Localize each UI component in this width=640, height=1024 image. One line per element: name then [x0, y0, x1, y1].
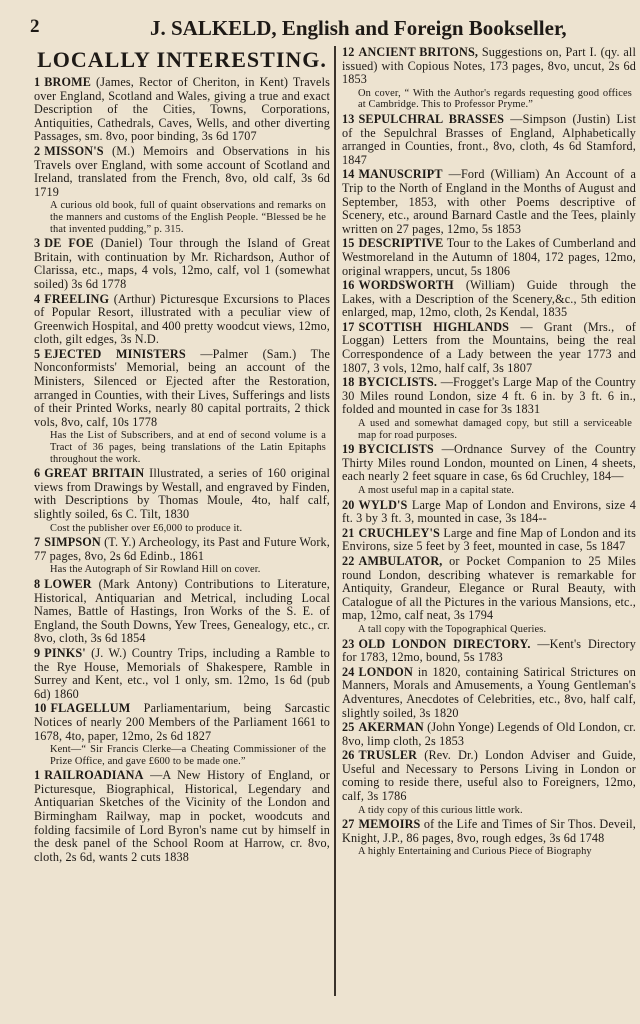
entry-title: SCOTTISH HIGHLANDS — [358, 319, 510, 334]
entry-text: (M.) Memoirs and Observations in his Travels over England, with some account of Scotland and Ireland, translated from the French, 8vo, old calf, 3s 6d 1719 — [34, 143, 330, 199]
page-header — [0, 10, 640, 50]
entry-note: A tidy copy of this curious little work. — [358, 804, 523, 816]
catalogue-entry — [34, 348, 330, 430]
entry-text: or Pocket Companion to 25 Miles round London, describing whatever is remarkable for Antiquity, Grandeur, Elegance or Rural Beauty, with Catalogue of all the Pictures in the various Mansions, etc., map, 12mo, calf neat, 3s 1794 — [342, 553, 636, 623]
entry-text: —Simpson (Justin) List of the Sepulchral Brasses of England, Alphabetically arranged in Counties, front., 8vo, cloth, 4s 6d Stamford, 1847 — [342, 111, 636, 167]
entry-note: A tall copy with the Topographical Queries. — [358, 623, 547, 635]
entry-text: (Arthur) Picturesque Excursions to Places of Popular Resort, illustrated with a peculiar view of Greenwich Hospital, and 400 pretty woodcut views, 12mo, cloth, gilt edges, 3s N.D. — [34, 291, 330, 347]
entry-text: (Mark Antony) Contributions to Literature, Historical, Antiquarian and Metrical, including Local Names, Battle of Hastings, Iron Works of the S. E. of England, the South Downs, Yew Trees, Genealogy, etc., cr. 8vo, cloth, 3s 6d 1854 — [34, 576, 331, 646]
catalogue-entry — [342, 46, 636, 87]
entry-number: 14 — [342, 167, 355, 182]
entry-title: GREAT BRITAIN — [44, 466, 145, 481]
entry-number: 12 — [342, 45, 355, 59]
entry-number: 4 — [34, 291, 41, 306]
entry-title: LONDON — [358, 664, 413, 679]
entry-title: AMBULATOR, — [358, 553, 443, 568]
entry-text: —Frogget's Large Map of the Country 30 Miles round London, size 4 ft. 6 in. by 3 ft. 6 in., folded and mounted in case for 3s 1831 — [342, 375, 636, 417]
entry-number: 6 — [34, 466, 41, 481]
entry-number: 22 — [342, 553, 355, 568]
entry-number: 9 — [34, 645, 41, 660]
catalogue-entry — [34, 647, 330, 701]
catalogue-entry — [342, 666, 636, 720]
entry-text: Large and fine Map of London and its Environs, size 5 feet by 3 feet, mounted in case, 5s 1847 — [342, 525, 636, 554]
catalogue-entry — [342, 376, 636, 417]
catalogue-entry — [34, 536, 330, 563]
entry-number: 23 — [342, 636, 355, 651]
entry-title: ANCIENT BRITONS, — [358, 45, 479, 59]
entry-number: 5 — [34, 346, 41, 361]
catalogue-entry — [34, 145, 330, 199]
entry-title: PINKS' — [44, 645, 86, 660]
entry-number: 27 — [342, 817, 355, 832]
catalogue-entry — [342, 527, 636, 554]
entry-title: WORDSWORTH — [358, 278, 454, 293]
entry-number: 16 — [342, 278, 355, 293]
entry-title: BROME — [44, 75, 92, 89]
catalogue-entry — [342, 279, 636, 320]
catalogue-entry — [34, 237, 330, 291]
entry-note: A used and somewhat damaged copy, but still a serviceable map for road purposes. — [358, 418, 632, 441]
entry-title: FREELING — [44, 291, 110, 306]
catalogue-entry — [342, 721, 636, 748]
entry-text: (Rev. Dr.) London Adviser and Guide, Useful and Necessary to Persons Living in London or coming to reside there, useful also to Foreigners, 12mo, calf, 3s 1786 — [342, 748, 636, 804]
catalogue-entry — [34, 769, 330, 864]
entry-text: — Grant (Mrs., of Loggan) Letters from the Mountains, being the real Correspondence of a Lady between the year 1773 and 1807, 3 vols, 12mo, half calf, 3s 1807 — [342, 319, 636, 375]
entry-title: DESCRIPTIVE — [358, 236, 444, 251]
entry-note: Kent—“ Sir Francis Clerke—a Cheating Commissioner of the Prize Office, and gave £600 to be made one.” — [50, 744, 326, 767]
entry-number: 15 — [342, 236, 355, 251]
entry-text: Tour to the Lakes of Cumberland and Westmoreland in the Autumn of 1804, 172 pages, 12mo, original wrappers, uncut, 5s 1806 — [342, 236, 636, 278]
entry-note: Has the List of Subscribers, and at end of second volume is a Tract of 36 pages, being translations of the Latin Epitaphs throughout the work. — [50, 430, 326, 465]
entry-text: Large Map of London and Environs, size 4 ft. 3 by 3 ft. 3, mounted in case, 3s 184-- — [342, 497, 637, 526]
entry-number: 10 — [34, 701, 47, 716]
section-heading: LOCALLY INTERESTING. — [37, 47, 327, 72]
left-column — [34, 46, 330, 865]
catalogue-entry — [342, 321, 636, 375]
entry-title: TRUSLER — [358, 748, 418, 763]
entry-number: 25 — [342, 720, 355, 735]
entry-text: —A New History of England, or Picturesque, Biographical, Historical, Legendary and Antiquarian Sketches of the Vicinity of the London and Birmingham Railway, map in pocket, woodcuts and folding facsimile of Lord Byron's name cut by himself in the desk panel of the School Room at Harrow, cr. 8vo, cloth, 2s 6d, wants 2 cuts 1838 — [34, 768, 330, 864]
entry-text: (William) Guide through the Lakes, with a Description of the Scenery,&c., 5th edition enlarged, map, 12mo, cloth, 2s Kendal, 1835 — [342, 278, 636, 320]
entry-number: 18 — [342, 375, 355, 390]
entry-title: RAILROADIANA — [44, 768, 144, 783]
entry-text: Illustrated, a series of 160 original views from Drawings by Westall, and engraved by Finden, with Descriptions by Thomas Moule, 4to, half calf, slightly soiled, 6s C. Tilt, 1830 — [34, 466, 330, 521]
entry-title: CRUCHLEY'S — [358, 525, 440, 540]
catalogue-entry — [342, 555, 636, 623]
entry-note: Has the Autograph of Sir Rowland Hill on cover. — [50, 564, 261, 576]
entry-title: WYLD'S — [358, 497, 408, 512]
catalogue-entry — [34, 467, 330, 521]
catalogue-entry — [342, 237, 636, 278]
entry-number: 21 — [342, 525, 355, 540]
entry-text: of the Life and Times of Sir Thos. Deveil, Knight, J.P., 86 pages, 8vo, rough edges, 3s 6d 1748 — [342, 817, 636, 845]
entry-number: 3 — [34, 236, 41, 251]
entry-text: Parliamentarium, being Sarcastic Notices of nearly 200 Members of the Parliament 1661 to 1678, 4to, paper, 12mo, 2s 6d 1827 — [34, 701, 330, 743]
entry-number: 24 — [342, 664, 355, 679]
entry-title: EJECTED MINISTERS — [44, 346, 186, 361]
entry-title: BYCICLISTS. — [358, 375, 438, 390]
catalogue-entry — [34, 578, 330, 646]
entry-title: OLD LONDON DIRECTORY. — [358, 636, 531, 651]
running-title: J. SALKELD, English and Foreign Bookseller, — [150, 16, 567, 40]
entry-text: (James, Rector of Cheriton, in Kent) Travels over England, Scotland and Wales, giving a true and exact Description of the Cities, Towns, Corporations, Antiquities, Cathedrals, Caves, Wells, and other diverting Passages, sm. 8vo, poor binding, 3s 6d 1707 — [34, 75, 331, 144]
entry-number: 7 — [34, 535, 41, 550]
entry-number: 13 — [342, 111, 355, 126]
right-column — [334, 46, 636, 996]
entry-title: DE FOE — [44, 236, 94, 251]
entry-title: FLAGELLUM — [50, 701, 131, 716]
catalogue-entry — [342, 113, 636, 167]
entry-note: A curious old book, full of quaint observations and remarks on the manners and customs of the English People. “Blessed be he that invented pudding,” p. 315. — [50, 200, 326, 235]
entry-title: BYCICLISTS — [358, 442, 434, 457]
catalogue-entry — [342, 499, 636, 526]
entry-number: 8 — [34, 576, 41, 591]
entry-text: Suggestions on, Part I. (qy. all issued) with Copious Notes, 173 pages, 8vo, uncut, 2s 6d 1853 — [342, 45, 637, 87]
entry-note: Cost the publisher over £6,000 to produce it. — [50, 522, 243, 534]
entry-title: LOWER — [44, 576, 92, 591]
entry-text: (John Yonge) Legends of Old London, cr. 8vo, limp cloth, 2s 1853 — [342, 720, 636, 748]
entry-title: MANUSCRIPT — [358, 167, 443, 182]
entry-text: (T. Y.) Archeology, its Past and Future Work, 77 pages, 8vo, 2s 6d Edinb., 1861 — [34, 535, 330, 563]
entry-title: AKERMAN — [358, 720, 424, 735]
entry-title: MISSON'S — [44, 143, 104, 158]
entry-text: (Daniel) Tour through the Island of Great Britain, with continuation by Mr. Richardson, Author of Clarissa, etc., maps, 4 vols, 12mo, calf, vol 1 (somewhat soiled) 3s 6d 1778 — [34, 236, 330, 291]
catalogue-entry — [34, 76, 330, 144]
entry-note: A most useful map in a capital state. — [358, 485, 515, 496]
entry-number: 20 — [342, 497, 355, 512]
catalogue-entry — [342, 443, 636, 484]
entry-title: SEPULCHRAL BRASSES — [358, 111, 505, 126]
entry-number: 19 — [342, 442, 355, 457]
entry-number: 17 — [342, 319, 355, 334]
page-number: 2 — [30, 16, 40, 37]
catalogue-entry — [342, 168, 636, 236]
entry-title: MEMOIRS — [358, 817, 421, 832]
entry-note: On cover, “ With the Author's regards requesting good offices at Cambridge. This to Professor Pryme.” — [358, 87, 632, 111]
entry-text: —Ford (William) An Account of a Trip to the North of England in the Months of August and September, 1853, with other Poems descriptive of Scenery, etc., around Barnard Castle and the Tees, plainly written on 27 pages, 12mo, 5s 1853 — [342, 167, 637, 236]
entry-number: 1 — [34, 75, 41, 89]
entry-title: SIMPSON — [44, 535, 101, 550]
catalogue-entry — [342, 749, 636, 803]
entry-text: —Kent's Directory for 1783, 12mo, bound, 5s 1783 — [342, 636, 636, 665]
catalogue-entry — [34, 293, 330, 347]
entry-note: A highly Entertaining and Curious Piece of Biography — [358, 846, 592, 858]
catalogue-entry — [34, 702, 330, 743]
catalogue-entry — [342, 818, 636, 845]
entry-text: (J. W.) Country Trips, including a Ramble to the Rye House, Memorials of Shakespere, Ramble in Surrey and Kent, etc., vol 1 only, sm. 12mo, 1s 6d (pub 6d) 1860 — [34, 645, 330, 701]
entry-number: 1 — [34, 768, 41, 783]
catalogue-entry — [342, 638, 636, 665]
entry-number: 2 — [34, 143, 41, 158]
entry-text: in 1820, containing Satirical Strictures on Manners, Morals and Amusements, a Young Gentleman's Adventures, Anecdotes of Celebrities, etc., 8vo, half calf, slightly soiled, 3s 1820 — [342, 664, 636, 720]
entry-text: —Palmer (Sam.) The Nonconformists' Memorial, being an account of the Ministers, Silenced or Ejected after the Restoration, arranged in Counties, with their Lives, Sufferings and lists of their Printed Works, nearly 80 capital portraits, 2 thick vols, 8vo, calf, 10s 1778 — [34, 346, 331, 429]
entry-number: 26 — [342, 748, 355, 763]
entry-text: —Ordnance Survey of the Country Thirty Miles round London, mounted on Linen, 4 sheets, each nearly 2 feet square in case, 6s 6d Cruchley, 184— — [342, 442, 636, 484]
